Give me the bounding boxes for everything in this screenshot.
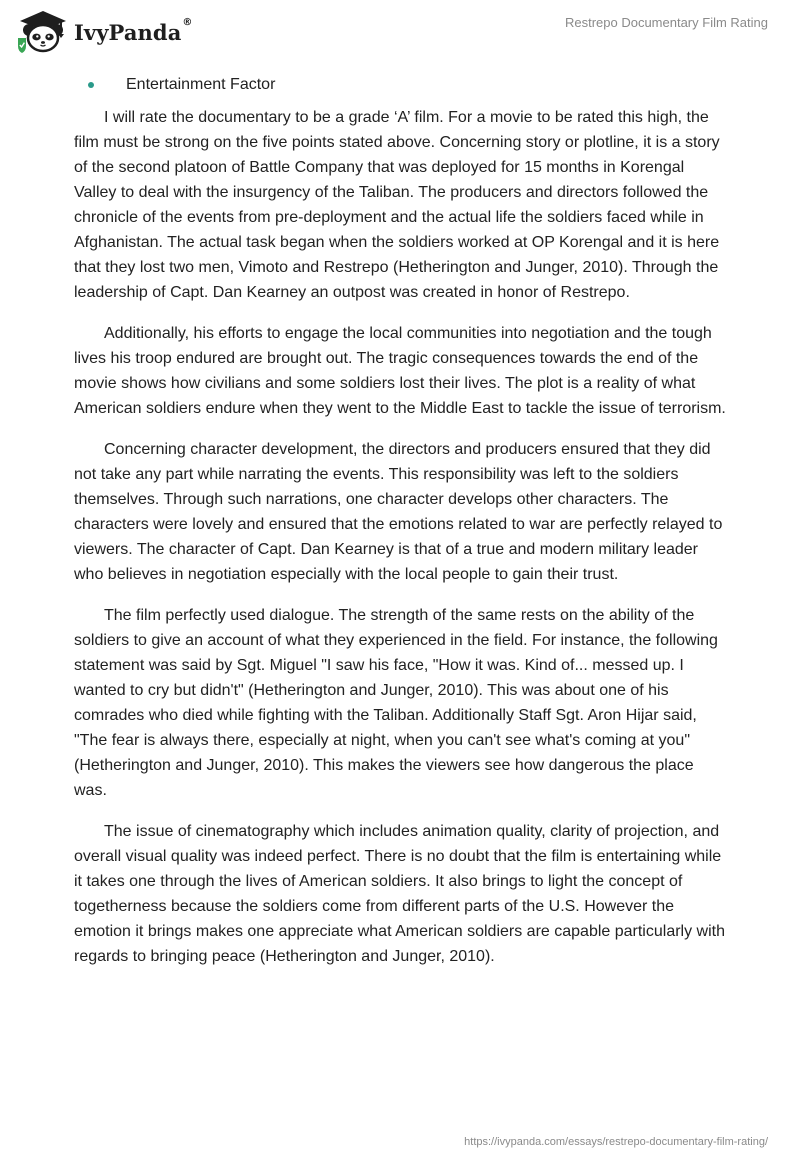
essay-content bbox=[74, 72, 728, 985]
panda-graduate-icon bbox=[14, 8, 72, 54]
source-url[interactable]: https://ivypanda.com/essays/restrepo-documentary-film-rating/ bbox=[464, 1136, 768, 1148]
list-item bbox=[88, 72, 728, 97]
paragraph-rating: I will rate the documentary to be a grade ‘A’ film. For a movie to be rated this high, the film must be strong on the five points stated above. Concerning story or plotline, it is a story of the second platoon of Battle Company that was deployed for 15 months in Korengal Valley to deal with the insurgency of the Taliban. The producers and directors followed the chronicle of the events from pre-deployment and the actual life the soldiers faced while in Afghanistan. The actual task began when the soldiers worked at OP Korengal and it is here that they lost two men, Vimoto and Restrepo (Hetherington and Junger, 2010). Through the leadership of Capt. Dan Kearney an outpost was created in honor of Restrepo. bbox=[74, 109, 720, 301]
bullet-icon bbox=[88, 82, 94, 88]
paragraph-plot: Additionally, his efforts to engage the local communities into negotiation and the tough lives his troop endured are brought out. The tragic consequences towards the end of the movie shows how civilians and some soldiers lost their lives. The plot is a reality of what American soldiers endure when they went to the Middle East to tackle the issue of terrorism. bbox=[74, 325, 726, 417]
registered-mark: ® bbox=[182, 16, 193, 28]
document-title: Restrepo Documentary Film Rating bbox=[564, 15, 768, 30]
paragraph-characters: Concerning character development, the directors and producers ensured that they did not take any part while narrating the events. This responsibility was left to the soldiers themselves. Through such narrations, one character develops other characters. The characters were lovely and ensured that the emotions related to war are perfectly relayed to viewers. The character of Capt. Dan Kearney is that of a true and modern military leader who believes in negotiation especially with the local people to gain their trust. bbox=[74, 441, 723, 583]
brand-name: IvyPanda® bbox=[74, 16, 193, 45]
brand-logo[interactable] bbox=[14, 8, 193, 54]
page-header bbox=[0, 0, 800, 60]
paragraph-dialogue: The film perfectly used dialogue. The strength of the same rests on the ability of the soldiers to give an account of what they experienced in the field. For instance, the following statement was said by Sgt. Miguel "I saw his face, "How it was. Kind of... messed up. I wanted to cry but didn't" (Hetherington and Junger, 2010). This was about one of his comrades who died while fighting with the Taliban. Additionally Staff Sgt. Aron Hijar said, "The fear is always there, especially at night, when you can't see what's coming at you" (Hetherington and Junger, 2010). This makes the viewers see how dangerous the place was. bbox=[74, 607, 718, 799]
bullet-text: Entertainment Factor bbox=[126, 76, 276, 93]
paragraph-cinematography: The issue of cinematography which includes animation quality, clarity of projection, and overall visual quality was indeed perfect. There is no doubt that the film is entertaining while it takes one through the lives of American soldiers. It also brings to light the concept of togetherness because the soldiers come from different parts of the U.S. However the emotion it brings makes one appreciate what American soldiers are capable particularly with regards to bringing peace (Hetherington and Junger, 2010). bbox=[74, 823, 725, 965]
